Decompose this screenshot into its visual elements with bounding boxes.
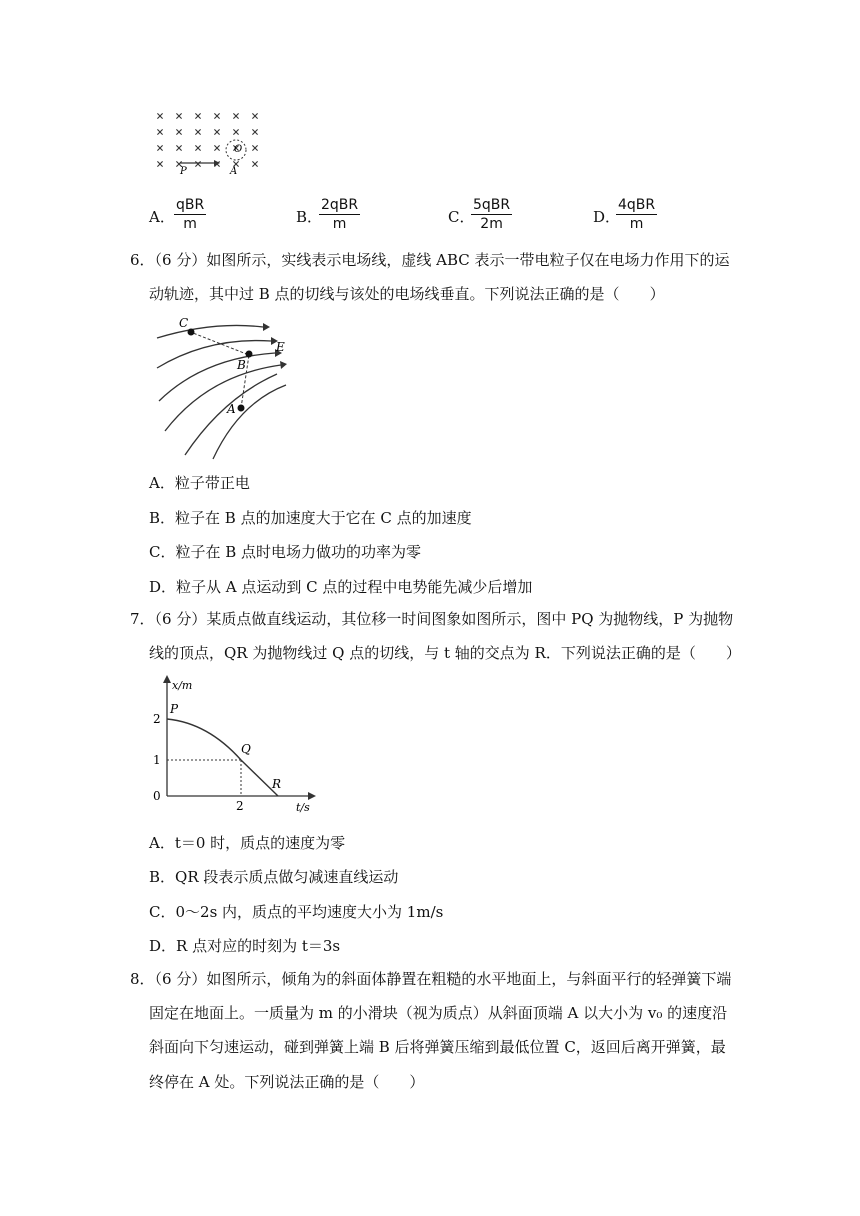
field-line [165, 365, 281, 431]
parabola-pq [167, 719, 241, 760]
y-axis-arrowhead [163, 675, 171, 683]
x-axis-label: t/s [296, 801, 310, 813]
q6-option-c: C．粒子在 B 点时电场力做功的功率为零 [149, 543, 422, 561]
fraction-numerator: 5qBR [473, 197, 511, 213]
field-line [157, 325, 263, 338]
q6-stem-line-1: 6．（6 分）如图所示，实线表示电场线，虚线 ABC 表示一带电粒子仅在电场力作用下的运 [130, 251, 730, 269]
q5-option-c-fraction [471, 197, 512, 232]
point-q-label: Q [241, 742, 251, 756]
q7-stem-line-2: 线的顶点，QR 为抛物线过 Q 点的切线，与 t 轴的交点为 R．下列说法正确的是（ ） [149, 644, 741, 662]
point-r-label: R [272, 777, 282, 791]
q5-option-d-fraction [616, 197, 657, 232]
q6-figure [153, 313, 293, 461]
q5-option-a-label: A． [149, 208, 175, 226]
q7-stem-line-1: 7．（6 分）某质点做直线运动，其位移一时间图象如图所示，图中 PQ 为抛物线，P 为抛物 [130, 610, 734, 628]
q5-option-b-label: B． [296, 208, 323, 226]
point-c [188, 329, 195, 336]
q5-option-c-label: C． [448, 208, 475, 226]
field-line [157, 341, 271, 368]
velocity-arrowhead [214, 160, 220, 166]
q8-stem-line-3: 斜面向下匀速运动，碰到弹簧上端 B 后将弹簧压缩到最低位置 C，返回后离开弹簧，最 [149, 1038, 726, 1056]
label-a: A [227, 402, 236, 416]
label-c: C [179, 316, 189, 330]
fraction-denominator: m [332, 216, 347, 232]
x-axis-arrowhead [308, 792, 316, 800]
q8-stem-line-4: 终停在 A 处。下列说法正确的是（ ） [149, 1073, 425, 1091]
q6-option-d: D．粒子从 A 点运动到 C 点的过程中电势能先减少后增加 [149, 578, 533, 596]
label-p: P [180, 166, 187, 177]
point-a [238, 405, 245, 412]
q5-option-d-label: D． [593, 208, 621, 226]
x-tick-2: 2 [236, 799, 244, 813]
q5-option-b-fraction [319, 197, 360, 232]
fraction-denominator: m [183, 216, 197, 232]
q7-option-c: C．0～2s 内，质点的平均速度大小为 1m/s [149, 903, 444, 921]
fraction-numerator: 4qBR [618, 197, 656, 213]
label-o: O [234, 144, 243, 155]
fraction-denominator: m [629, 216, 644, 232]
field-line [159, 353, 275, 401]
y-tick-2: 2 [153, 712, 161, 726]
q7-option-b: B．QR 段表示质点做匀减速直线运动 [149, 868, 399, 886]
fraction-denominator: 2m [480, 216, 503, 232]
point-b [246, 351, 253, 358]
q5-figure [150, 108, 270, 180]
q7-figure [150, 673, 325, 813]
q8-stem-line-2: 固定在地面上。一质量为 m 的小滑块（视为质点）从斜面顶端 A 以大小为 v₀ 的速度沿 [149, 1004, 728, 1022]
q8-stem-line-1: 8．（6 分）如图所示，倾角为的斜面体静置在粗糙的水平地面上，与斜面平行的轻弹簧下端 [130, 970, 732, 988]
electric-field-lines-figure [153, 313, 293, 461]
q7-option-d: D．R 点对应的时刻为 t＝3s [149, 937, 341, 955]
q6-stem-line-2: 动轨迹，其中过 B 点的切线与该处的电场线垂直。下列说法正确的是（ ） [149, 285, 665, 303]
q5-option-a-fraction [174, 197, 206, 232]
origin-label: 0 [153, 789, 161, 803]
fraction-numerator: qBR [176, 197, 205, 213]
label-b: B [237, 358, 246, 372]
y-tick-1: 1 [153, 753, 161, 767]
y-axis-label: x/m [172, 679, 193, 692]
label-e: E [276, 340, 285, 354]
magnetic-field-cross-grid-figure [150, 108, 270, 180]
field-arrowhead [263, 323, 270, 331]
label-a: A [230, 166, 238, 177]
position-time-graph-figure [150, 673, 325, 813]
point-p-label: P [170, 702, 179, 716]
q6-option-b: B．粒子在 B 点的加速度大于它在 C 点的加速度 [149, 509, 472, 527]
fraction-numerator: 2qBR [321, 197, 359, 213]
q7-option-a: A．t＝0 时，质点的速度为零 [149, 834, 346, 852]
q6-option-a: A．粒子带正电 [149, 474, 250, 492]
field-arrowhead [280, 361, 287, 369]
field-line [213, 385, 286, 459]
